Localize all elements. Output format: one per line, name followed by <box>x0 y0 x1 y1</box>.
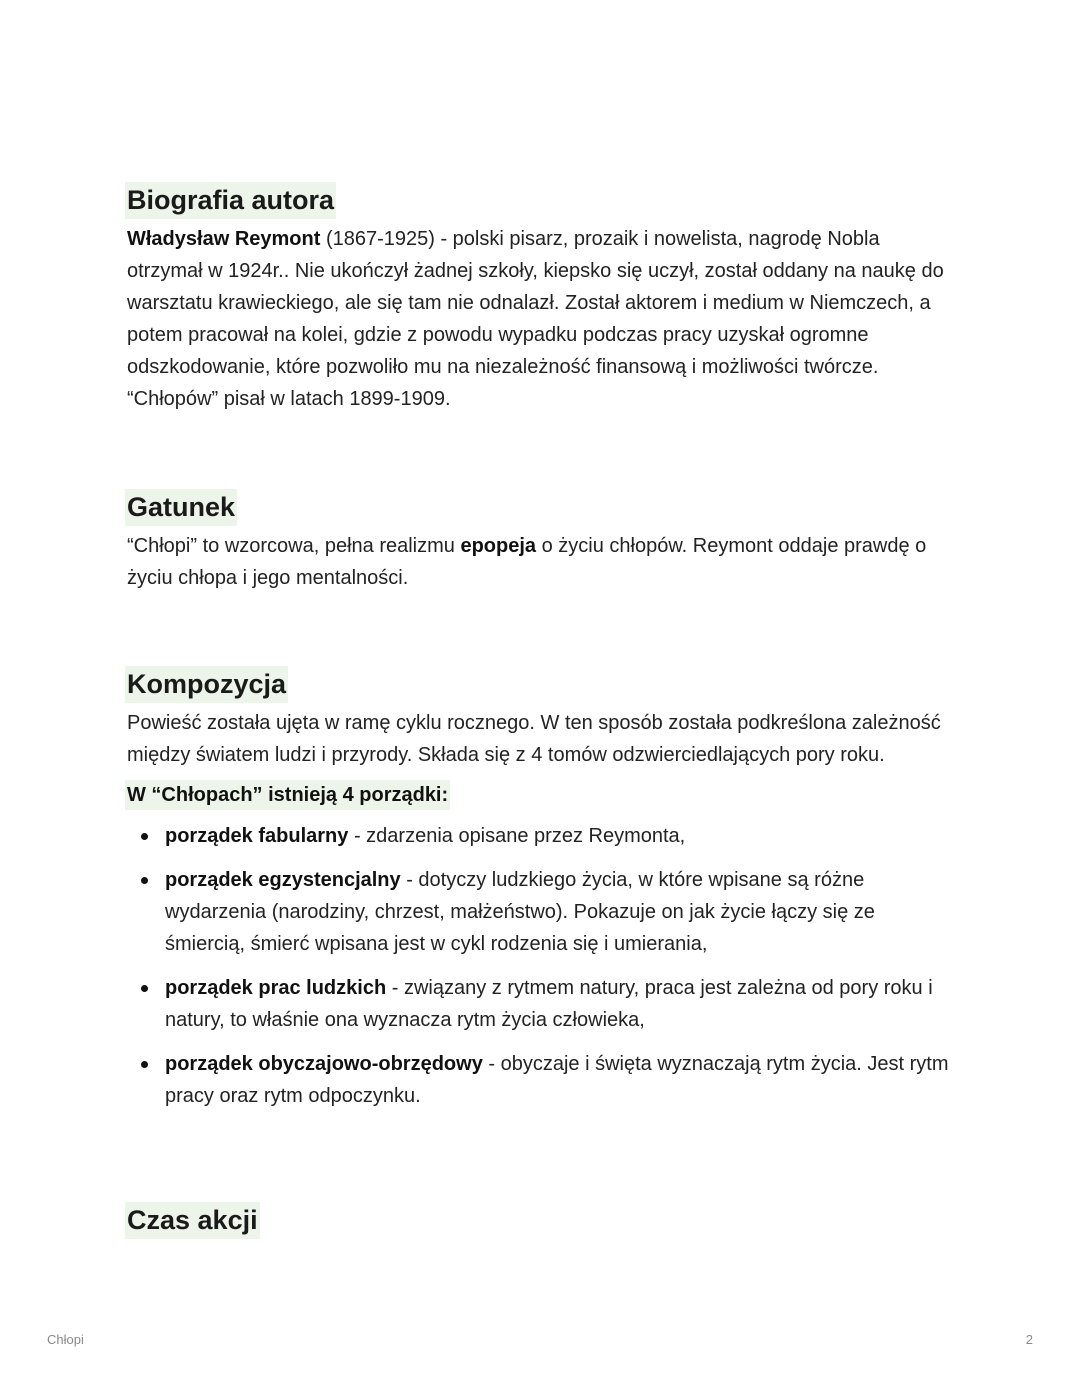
order-desc: - obyczaje i święta wyznaczają rytm życia. Jest rytm pracy oraz rytm odpoczynku. <box>165 1053 949 1107</box>
order-desc: - zdarzenia opisane przez Reymonta, <box>348 825 686 847</box>
biography-paragraph <box>127 223 957 415</box>
orders-list <box>127 820 957 1112</box>
composition-paragraph: Powieść została ujęta w ramę cyklu rocznego. W ten sposób została podkreślona zależność między światem ludzi i przyrody. Składa się z 4 tomów odzwierciedlających pory roku. <box>127 712 941 766</box>
order-desc: - dotyczy ludzkiego życia, w które wpisane są różne wydarzenia (narodziny, chrzest, małżeństwo). Pokazuje on jak życie łączy się ze śmiercią, śmierć wpisana jest w cykl rodzenia się i umierania, <box>165 869 875 955</box>
order-term: porządek prac ludzkich <box>165 977 387 999</box>
biography-heading: Biografia autora <box>125 182 336 219</box>
list-item <box>127 1048 957 1112</box>
bullet-icon <box>141 985 148 992</box>
document-body <box>127 182 957 1239</box>
list-item <box>127 972 957 1036</box>
order-term: porządek egzystencjalny <box>165 869 401 891</box>
time-heading: Czas akcji <box>125 1202 260 1239</box>
genre-heading: Gatunek <box>125 489 237 526</box>
list-item <box>127 864 957 960</box>
genre-text-after: o życiu chłopów. Reymont oddaje prawdę o życiu chłopa i jego mentalności. <box>127 535 927 589</box>
order-term: porządek obyczajowo-obrzędowy <box>165 1053 483 1075</box>
genre-text-before: “Chłopi” to wzorcowa, pełna realizmu <box>127 535 461 557</box>
order-desc: - związany z rytmem natury, praca jest zależna od pory roku i natury, to właśnie ona wyznacza rytm życia człowieka, <box>165 977 933 1031</box>
bullet-icon <box>141 833 148 840</box>
bullet-icon <box>141 877 148 884</box>
page-number: 2 <box>1025 1332 1033 1347</box>
genre-bold-term: epopeja <box>460 535 537 557</box>
composition-heading: Kompozycja <box>125 666 288 703</box>
order-term: porządek fabularny <box>165 825 349 847</box>
bullet-icon <box>141 1061 148 1068</box>
author-name: Władysław Reymont <box>127 228 321 250</box>
biography-text: (1867-1925) - polski pisarz, prozaik i nowelista, nagrodę Nobla otrzymał w 1924r.. Nie ukończył żadnej szkoły, kiepsko się uczył, został oddany na naukę do warsztatu krawieckiego, ale się tam nie odnalazł. Został aktorem i medium w Niemczech, a potem pracował na kolei, gdzie z powodu wypadku podczas pracy uzyskał ogromne odszkodowanie, które pozwoliło mu na niezależność finansową i możliwości twórcze. “Chłopów” pisał w latach 1899-1909. <box>127 228 944 410</box>
genre-paragraph <box>127 530 957 594</box>
orders-subheading: W “Chłopach” istnieją 4 porządki: <box>125 780 450 810</box>
footer-title: Chłopi <box>47 1332 84 1347</box>
list-item <box>127 820 957 852</box>
